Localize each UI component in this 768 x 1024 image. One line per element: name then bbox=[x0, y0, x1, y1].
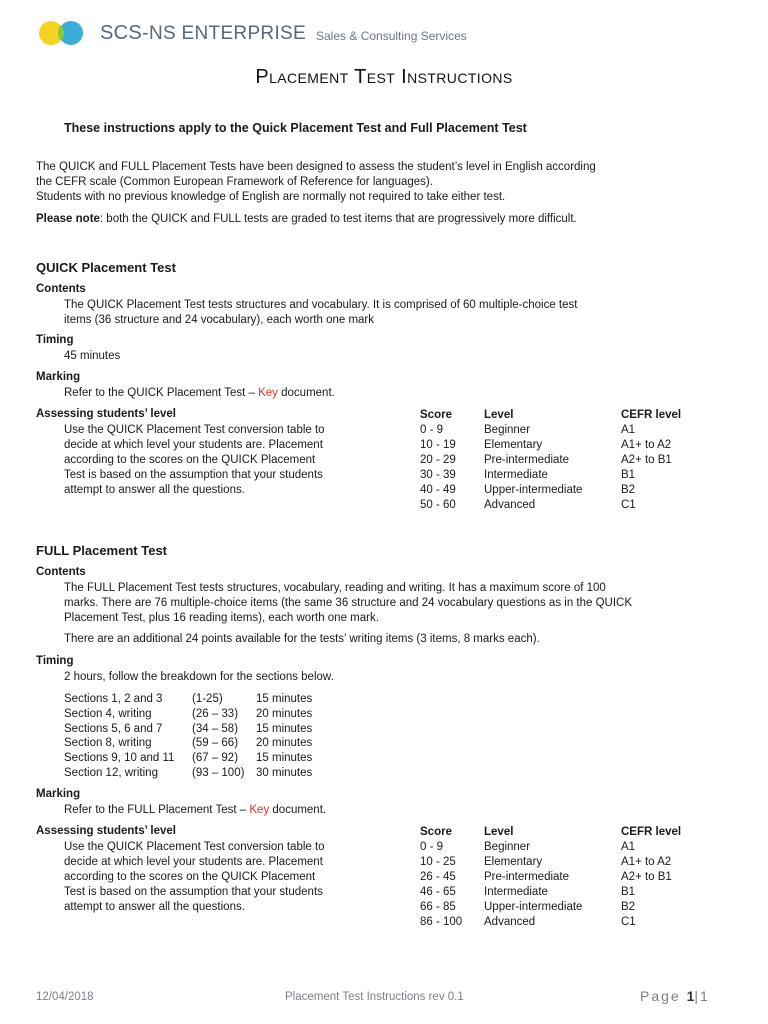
table-row: 30 - 39 Intermediate B1 bbox=[420, 469, 636, 481]
table-row: 10 - 25 Elementary A1+ to A2 bbox=[420, 856, 672, 868]
full-score-table bbox=[420, 825, 720, 930]
company-tagline: Sales & Consulting Services bbox=[316, 29, 467, 43]
table-row: 50 - 60 Advanced C1 bbox=[420, 499, 636, 511]
quick-score-table bbox=[420, 408, 720, 513]
intro-paragraph: The QUICK and FULL Placement Tests have been designed to assess the student’s level in English according the CEFR scale (Common European Framework of Reference for languages). Students with no previous knowledge of English are normally not required to take either test. bbox=[36, 161, 596, 203]
table-row: 20 - 29 Pre-intermediate A2+ to B1 bbox=[420, 454, 672, 466]
table-row: 46 - 65 Intermediate B1 bbox=[420, 886, 636, 898]
quick-contents-text: The QUICK Placement Test tests structures and vocabulary. It is comprised of 60 multiple-choice test items (36 structure and 24 vocabulary), each worth one mark bbox=[64, 299, 578, 326]
quick-key-link[interactable]: Key bbox=[258, 387, 278, 399]
quick-assess-label: Assessing students’ level bbox=[36, 408, 176, 420]
full-heading: FULL Placement Test bbox=[36, 543, 167, 558]
table-row: 0 - 9 Beginner A1 bbox=[420, 424, 636, 436]
full-timing-label: Timing bbox=[36, 655, 74, 667]
quick-marking-label: Marking bbox=[36, 371, 81, 383]
page-title: Placement Test Instructions bbox=[255, 66, 513, 88]
full-marking-text: Refer to the FULL Placement Test – Key document. bbox=[64, 804, 327, 816]
table-row: 40 - 49 Upper-intermediate B2 bbox=[420, 484, 636, 496]
table-row: 26 - 45 Pre-intermediate A2+ to B1 bbox=[420, 871, 672, 883]
quick-timing-text: 45 minutes bbox=[64, 350, 121, 362]
full-contents-text: The FULL Placement Test tests structures, vocabulary, reading and writing. It has a maximum score of 100 marks. There are 76 multiple-choice items (the same 36 structure and 24 vocabulary questions as in the QUICK Placement Test, plus 16 reading items), each worth one mark. bbox=[64, 582, 633, 624]
footer-page-number: Page 1|1 bbox=[640, 988, 710, 1004]
table-row: 86 - 100 Advanced C1 bbox=[420, 916, 636, 928]
table-row: 66 - 85 Upper-intermediate B2 bbox=[420, 901, 636, 913]
table-row: 0 - 9 Beginner A1 bbox=[420, 841, 636, 853]
company-name: SCS-NS ENTERPRISE bbox=[100, 22, 306, 44]
table-row: 10 - 19 Elementary A1+ to A2 bbox=[420, 439, 672, 451]
page-subtitle: These instructions apply to the Quick Placement Test and Full Placement Test bbox=[64, 121, 527, 135]
footer-date: 12/04/2018 bbox=[36, 991, 94, 1003]
company-logo bbox=[38, 18, 88, 48]
quick-marking-text: Refer to the QUICK Placement Test – Key document. bbox=[64, 387, 335, 399]
full-contents-extra: There are an additional 24 points available for the tests’ writing items (3 items, 8 marks each). bbox=[64, 633, 540, 645]
full-assess-label: Assessing students’ level bbox=[36, 825, 176, 837]
timing-row: Sections 5, 6 and 7 (34 – 58) 15 minutes bbox=[64, 722, 313, 735]
full-timing-text: 2 hours, follow the breakdown for the sections below. bbox=[64, 671, 334, 683]
table-header-row: Score Level CEFR level bbox=[420, 409, 682, 421]
timing-row: Section 8, writing (59 – 66) 20 minutes bbox=[64, 737, 313, 750]
full-contents-label: Contents bbox=[36, 566, 86, 578]
timing-row: Section 4, writing (26 – 33) 20 minutes bbox=[64, 707, 313, 720]
footer-document-name: Placement Test Instructions rev 0.1 bbox=[285, 991, 464, 1003]
table-header-row: Score Level CEFR level bbox=[420, 826, 682, 838]
full-timing-table bbox=[64, 692, 364, 781]
quick-heading: QUICK Placement Test bbox=[36, 260, 176, 275]
intro-note: Please note: both the QUICK and FULL tests are graded to test items that are progressively more difficult. bbox=[36, 213, 577, 225]
timing-row: Section 12, writing (93 – 100) 30 minutes bbox=[64, 766, 313, 779]
full-key-link[interactable]: Key bbox=[249, 804, 270, 816]
quick-timing-label: Timing bbox=[36, 334, 74, 346]
timing-row: Sections 1, 2 and 3 (1-25) 15 minutes bbox=[64, 693, 313, 705]
quick-contents-label: Contents bbox=[36, 283, 86, 295]
timing-row: Sections 9, 10 and 11 (67 – 92) 15 minutes bbox=[64, 752, 313, 765]
full-marking-label: Marking bbox=[36, 788, 81, 800]
quick-assess-text: Use the QUICK Placement Test conversion table to decide at which level your students are. Placement according to the scores on the QUICK Placement Test is based on the assumption that your students attempt to answer all the questions. bbox=[64, 424, 325, 496]
full-assess-text: Use the QUICK Placement Test conversion table to decide at which level your students are. Placement according to the scores on the QUICK Placement Test is based on the assumption that your students attempt to answer all the questions. bbox=[64, 841, 325, 913]
